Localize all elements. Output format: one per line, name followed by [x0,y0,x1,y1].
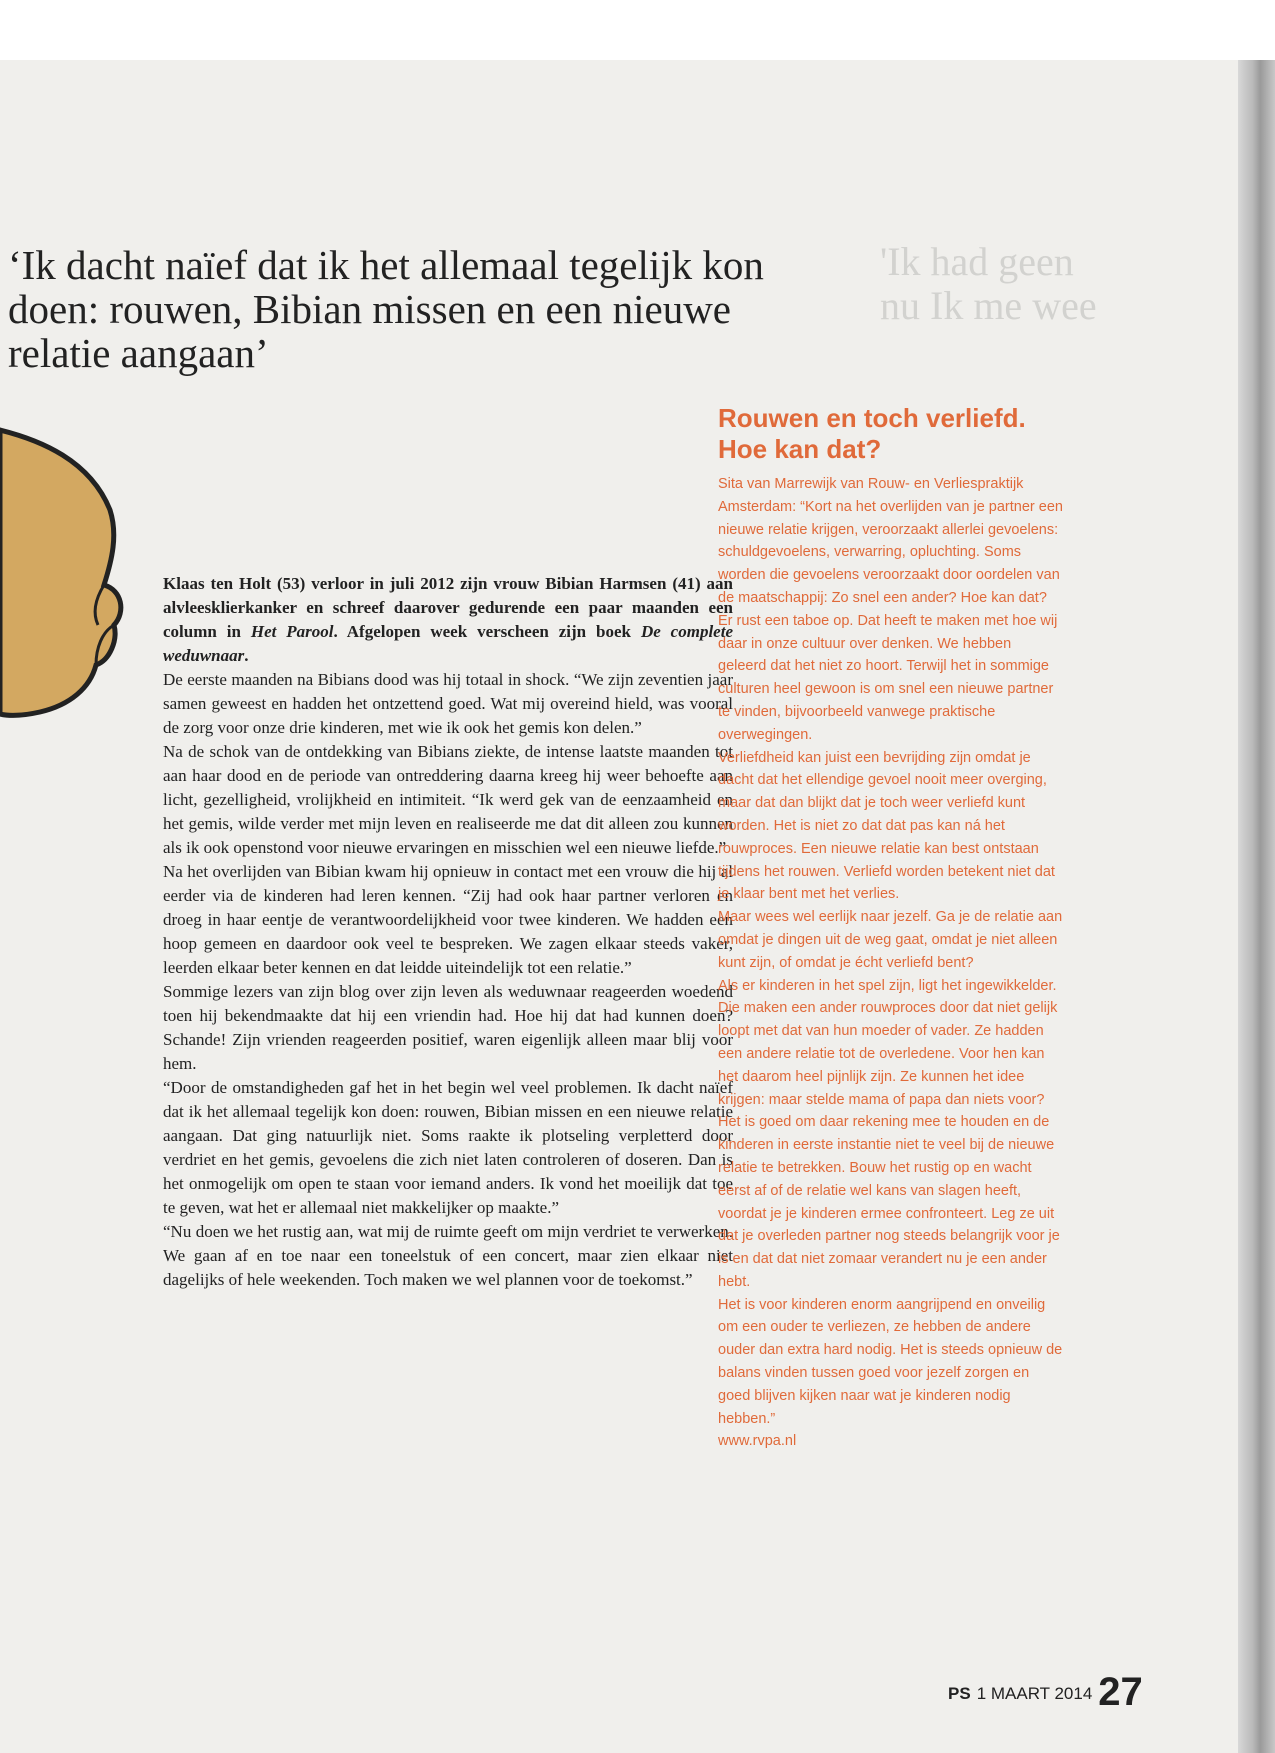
sidebar-paragraph: Als er kinderen in het spel zijn, ligt het ingewikkelder. Die maken een ander rouwproces door dat niet gelijk loopt met dat van hun moeder of vader. Ze hadden een andere relatie tot de overledene. Voor hen kan het daarom heel pijnlijk zijn. Ze kunnen het idee krijgen: maar stelde mama of papa dan niets voor? Het is goed om daar rekening mee te houden en de kinderen in eerste instantie niet te veel bij de nieuwe relatie te betrekken. Bouw het rustig op en wacht eerst af of de relatie wel kans van slagen heeft, voordat je je kinderen ermee confronteert. Leg ze uit dat je overleden partner nog steeds belangrijk voor je is en dat dat niet zomaar verandert nu je een ander hebt. [718,977,1060,1290]
headline-line-3: relatie aangaan’ [8,330,269,376]
sidebar-title [718,403,1063,465]
sidebar-title-line-2: Hoe kan dat? [718,434,882,464]
sidebar-box [718,403,1063,1453]
next-page-edge [1238,60,1275,1753]
article-paragraph: Na het overlijden van Bibian kwam hij opnieuw in contact met een vrouw die hij al eerder via de kinderen had leren kennen. “Zij had ook haar partner verloren en droeg in haar eentje de verantwoordelijkheid voor twee kinderen. We hadden een hoop gemeen en daardoor ook veel te bespreken. We zagen elkaar steeds vaker, leerden elkaar beter kennen en dat leidde uiteindelijk tot een relatie.” [163,862,733,977]
lead-book-title: De complete weduwnaar [163,622,733,665]
lead-text-1: Klaas ten Holt (53) verloor in juli 2012 zijn vrouw Bibian Harmsen (41) aan alvleesklierkanker en schreef daarover gedurende een paar maanden een column in [163,574,733,641]
article-paragraph: “Nu doen we het rustig aan, wat mij de ruimte geeft om mijn verdriet te verwerken. We gaan af en toe naar een toneelstuk of een concert, maar zien elkaar niet dagelijks of hele weekenden. Toch maken we wel plannen voor de toekomst.” [163,1222,733,1289]
article-paragraph: “Door de omstandigheden gaf het in het begin wel veel problemen. Ik dacht naïef dat ik het allemaal tegelijk kon doen: rouwen, Bibian missen en een nieuwe relatie aangaan. Dat ging natuurlijk niet. Soms raakte ik plotseling verpletterd door verdriet en het gemis, gevoelens die zich niet laten controleren of doseren. Dan is het onmogelijk om open te staan voor iemand anders. Ik vond het moeilijk dat toe te geven, wat het er allemaal niet makkelijker op maakte.” [163,1078,733,1217]
page-number: 27 [1098,1670,1143,1714]
lead-text-3: . [244,646,249,665]
magazine-name: PS [948,1684,971,1703]
article-lead [163,572,733,668]
article-paragraph: Na de schok van de ontdekking van Bibians ziekte, de intense laatste maanden tot aan haar dood en de periode van ontreddering daarna kreeg hij weer behoefte aan licht, gezelligheid, vrolijkheid en intimiteit. “Ik werd gek van de eenzaamheid en het gemis, wilde verder met mijn leven en realiseerde me dat dit alleen zou kunnen als ik ook openstond voor nieuwe ervaringen en misschien wel een nieuwe liefde.” [163,742,733,857]
article-paragraph: Sommige lezers van zijn blog over zijn leven als weduwnaar reageerden woedend toen hij bekendmaakte dat hij een vriendin had. Hoe hij dat had kunnen doen? Schande! Zijn vrienden reageerden positief, waren eigenlijk alleen maar blij voor hem. [163,982,733,1073]
sidebar-paragraph: Maar wees wel eerlijk naar jezelf. Ga je de relatie aan omdat je dingen uit de weg gaat, omdat je niet alleen kunt zijn, of omdat je écht verliefd bent? [718,909,1063,971]
sidebar-url: www.rvpa.nl [718,1433,797,1450]
show-through-line-1: 'Ik had geen [880,240,1074,284]
headline-line-2: doen: rouwen, Bibian missen en een nieuwe [8,286,732,332]
hand-shape [0,430,121,715]
hand-illustration [0,420,130,720]
page-footer [948,1670,1238,1715]
sidebar-body [718,473,1063,1453]
scan-border-top [0,0,1275,60]
sidebar-title-line-1: Rouwen en toch verliefd. [718,403,1026,433]
article-paragraph: De eerste maanden na Bibians dood was hij totaal in shock. “We zijn zeventien jaar samen geweest en hadden het ontzettend goed. Wat mij overeind hield, was vooral de zorg voor onze drie kinderen, met wie ik ook het gemis kon delen.” [163,670,733,737]
show-through-heading [880,240,1238,328]
sidebar-paragraph: Sita van Marrewijk van Rouw- en Verliespraktijk Amsterdam: “Kort na het overlijden van je partner een nieuwe relatie krijgen, veroorzaakt allerlei gevoelens: schuldgevoelens, verwarring, opluchting. Soms worden die gevoelens veroorzaakt door oordelen van de maatschappij: Zo snel een ander? Hoe kan dat? Er rust een taboe op. Dat heeft te maken met hoe wij daar in onze cultuur over denken. We hebben geleerd dat het niet zo hoort. Terwijl het in sommige culturen heel gewoon is om snel een nieuwe partner te vinden, bijvoorbeeld vanwege praktische overwegingen. [718,476,1063,743]
issue-date: 1 MAART 2014 [976,1684,1093,1703]
article-body [163,572,733,1292]
lead-publication: Het Parool [250,622,334,641]
pull-quote-headline [8,243,908,375]
lead-text-2: . Afgelopen week verscheen zijn boek [333,622,641,641]
sidebar-paragraph: Het is voor kinderen enorm aangrijpend en onveilig om een ouder te verliezen, ze hebben de andere ouder dan extra hard nodig. Het is steeds opnieuw de balans vinden tussen goed voor jezelf zorgen en goed blijven kijken naar wat je kinderen nodig hebben.” [718,1296,1063,1427]
show-through-line-2: nu Ik me wee [880,283,1097,328]
sidebar-paragraph: Verliefdheid kan juist een bevrijding zijn omdat je dacht dat het ellendige gevoel nooit meer overging, maar dat dan blijkt dat je toch weer verliefd kunt worden. Het is niet zo dat dat pas kan ná het rouwproces. Een nieuwe relatie kan best ontstaan tijdens het rouwen. Verliefd worden betekent niet dat je klaar bent met het verlies. [718,749,1055,903]
headline-line-1: ‘Ik dacht naïef dat ik het allemaal tegelijk kon [8,242,764,288]
